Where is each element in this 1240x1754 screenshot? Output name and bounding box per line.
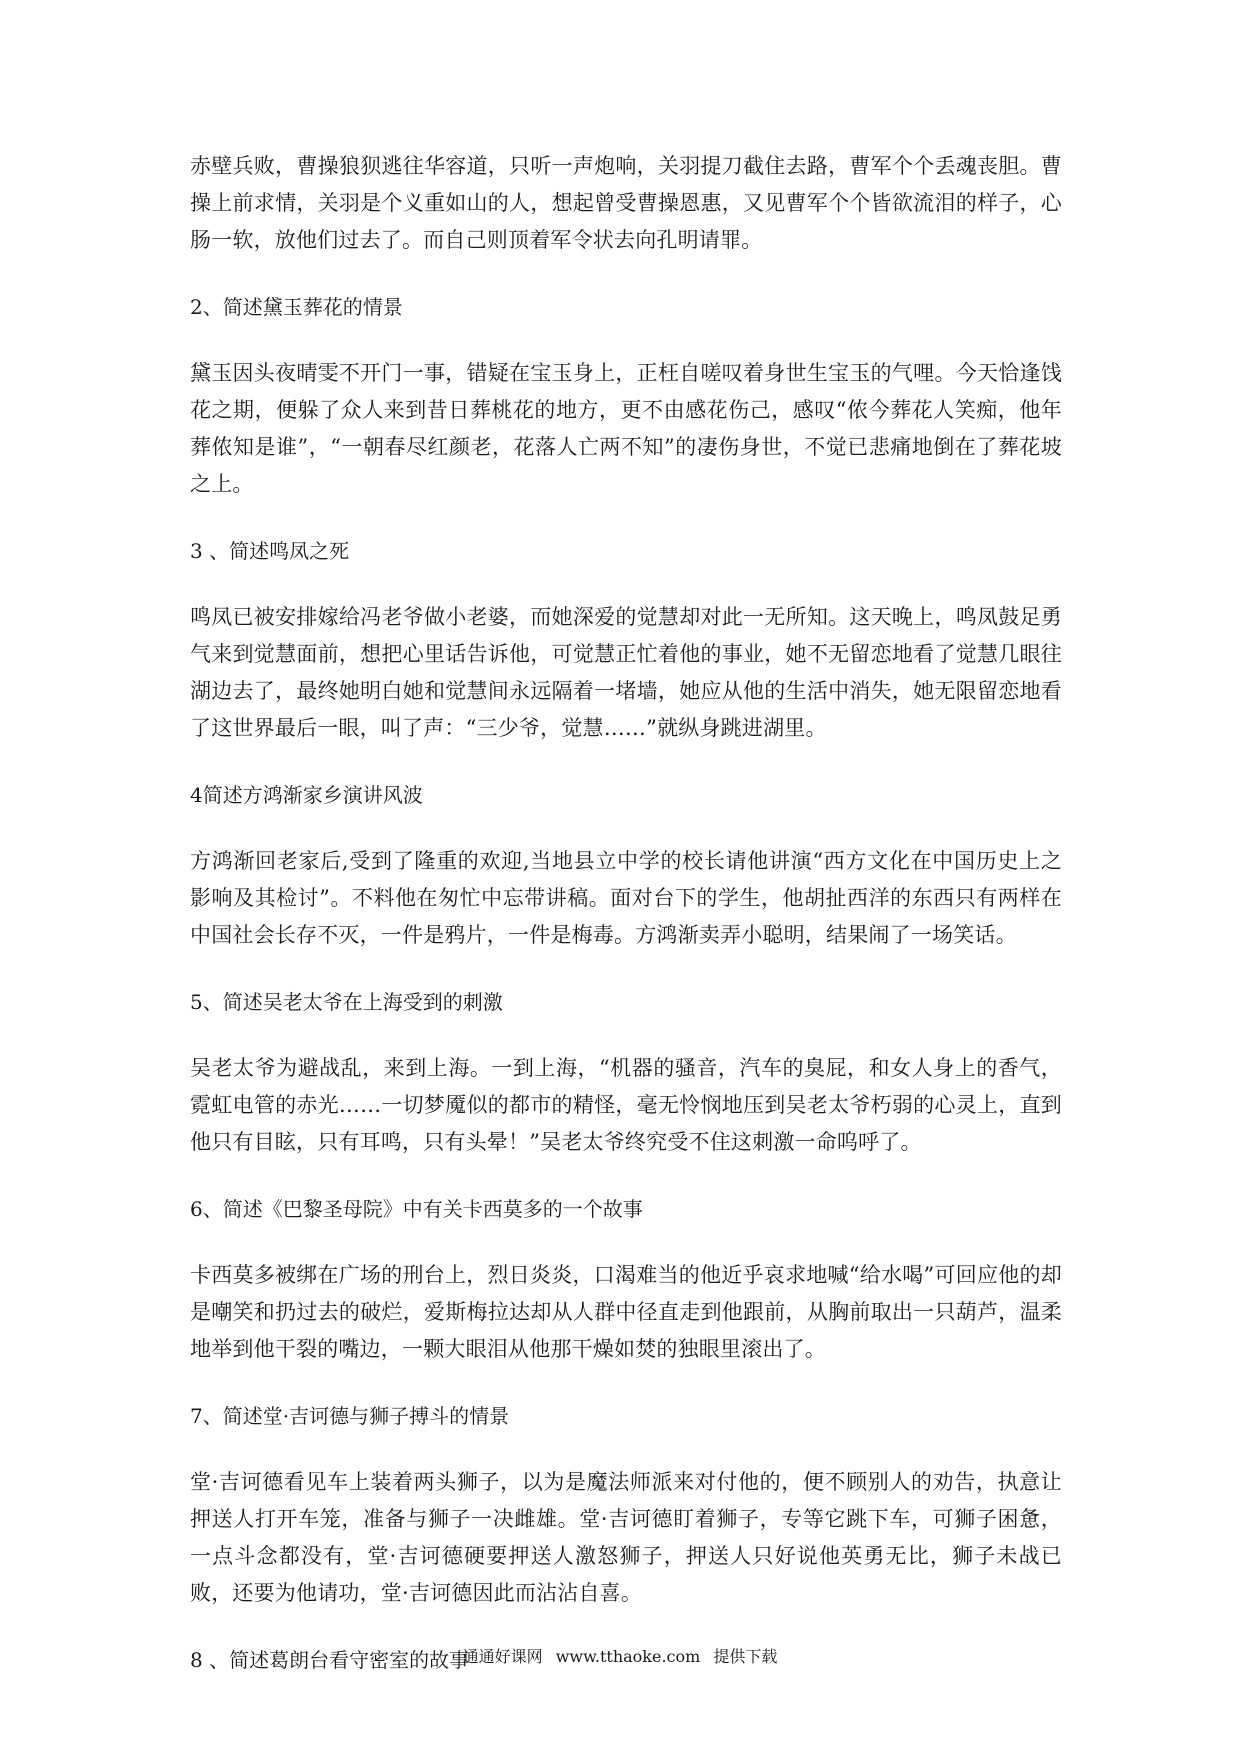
- section-6-body: 堂·吉诃德看见车上装着两头狮子，以为是魔法师派来对付他的，便不顾别人的劝告，执意让押送人打开车笼，准备与狮子一决雌雄。堂·吉诃德盯着狮子，专等它跳下车，可狮子困惫，一点斗念都没有，堂·吉诃德硬要押送人激怒狮子，押送人只好说他英勇无比，狮子未战已败，还要为他请功，堂·吉诃德因此而沾沾自喜。: [190, 1470, 1062, 1605]
- section-1-body: 黛玉因头夜晴雯不开门一事，错疑在宝玉身上，正枉自嗟叹着身世生宝玉的气哩。今天恰逢饯花之期，便躲了众人来到昔日葬桃花的地方，更不由感花伤己，感叹“侬今葬花人笑痴，他年葬侬知是谁”，“一朝春尽红颜老，花落人亡两不知”的凄伤身世，不觉已悲痛地倒在了葬花坡之上。: [190, 361, 1062, 496]
- page-footer: [0, 1645, 1240, 1669]
- section-4-body: 吴老太爷为避战乱，来到上海。一到上海，“机器的骚音，汽车的臭屁，和女人身上的香气，霓虹电管的赤光……一切梦魇似的都市的精怪，毫无怜悯地压到吴老太爷朽弱的心灵上，直到他只有目眩，只有耳鸣，只有头晕！”吴老太爷终究受不住这刺激一命呜呼了。: [190, 1056, 1062, 1154]
- section-4-heading: 5、简述吴老太爷在上海受到的刺激: [190, 990, 503, 1014]
- footer-site: 通通好课网: [462, 1647, 543, 1666]
- footer-url[interactable]: www.tthaoke.com: [555, 1647, 701, 1666]
- section-6-heading: 7、简述堂·吉诃德与狮子搏斗的情景: [190, 1404, 510, 1428]
- section-5-heading: 6、简述《巴黎圣母院》中有关卡西莫多的一个故事: [190, 1197, 643, 1221]
- section-3-body: 方鸿渐回老家后,受到了隆重的欢迎,当地县立中学的校长请他讲演“西方文化在中国历史上之影响及其检讨”。不料他在匆忙中忘带讲稿。面对台下的学生，他胡扯西洋的东西只有两样在中国社会长存不灭，一件是鸦片，一件是梅毒。方鸿渐卖弄小聪明，结果闹了一场笑话。: [190, 849, 1062, 947]
- section-2-body: 鸣凤已被安排嫁给冯老爷做小老婆，而她深爱的觉慧却对此一无所知。这天晚上，鸣凤鼓足勇气来到觉慧面前，想把心里话告诉他，可觉慧正忙着他的事业，她不无留恋地看了觉慧几眼往湖边去了，最终她明白她和觉慧间永远隔着一堵墙，她应从他的生活中消失，她无限留恋地看了这世界最后一眼，叫了声：“三少爷，觉慧……”就纵身跳进湖里。: [190, 605, 1062, 740]
- section-1-heading: 2、简述黛玉葬花的情景: [190, 295, 403, 319]
- section-2-heading: 3 、简述鸣凤之死: [190, 539, 350, 563]
- footer-note: 提供下载: [713, 1647, 778, 1666]
- section-5-body: 卡西莫多被绑在广场的刑台上，烈日炎炎，口渴难当的他近乎哀求地喊“给水喝”可回应他的却是嘲笑和扔过去的破烂，爱斯梅拉达却从人群中径直走到他跟前，从胸前取出一只葫芦，温柔地举到他干裂的嘴边，一颗大眼泪从他那干燥如焚的独眼里滚出了。: [190, 1263, 1062, 1361]
- section-7-heading: 8 、简述葛朗台看守密室的故事: [190, 1648, 470, 1672]
- document-content: [190, 148, 1062, 1708]
- section-0-body: 赤壁兵败，曹操狼狈逃往华容道，只听一声炮响，关羽提刀截住去路，曹军个个丢魂丧胆。曹操上前求情，关羽是个义重如山的人，想起曾受曹操恩惠，又见曹军个个皆欲流泪的样子，心肠一软，放他们过去了。而自己则顶着军令状去向孔明请罪。: [190, 154, 1062, 252]
- section-3-heading: 4简述方鸿渐家乡演讲风波: [190, 783, 423, 807]
